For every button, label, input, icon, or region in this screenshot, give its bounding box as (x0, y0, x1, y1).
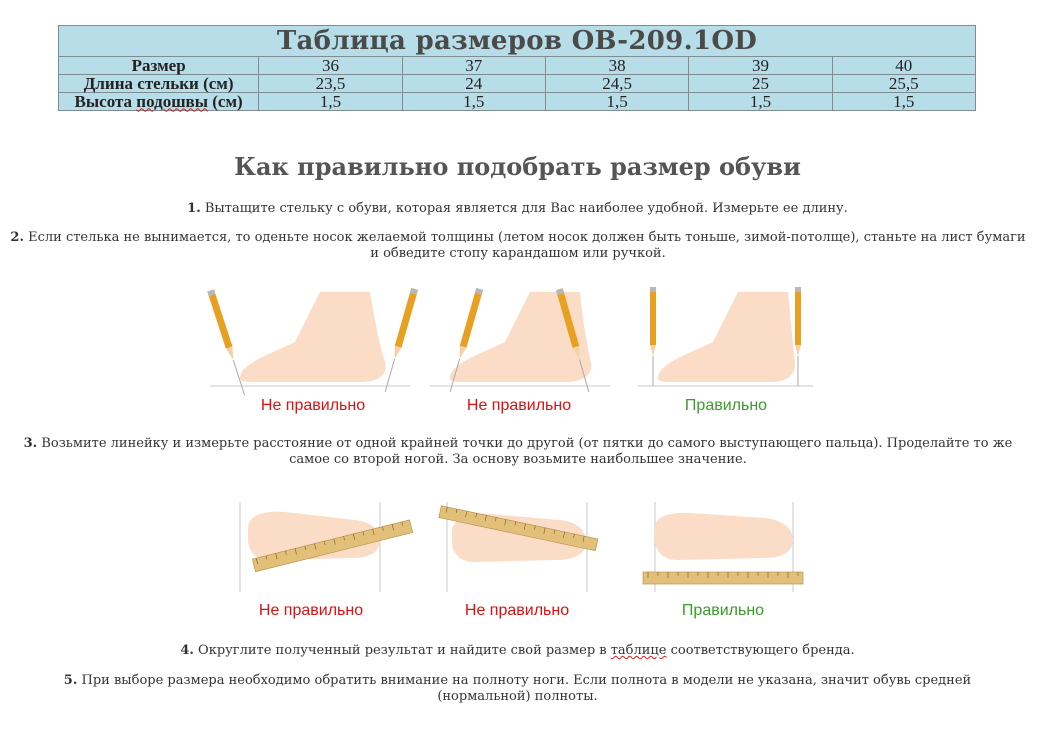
sole-height-cell: 1,5 (259, 93, 402, 111)
caption-wrong-ruler-2: Не правильно (464, 602, 570, 619)
step-1-number: 1. (187, 201, 201, 216)
step-3-number: 3. (23, 436, 38, 451)
caption-right-ruler: Правильно (681, 602, 765, 619)
insole-length-label: Длина стельки (см) (59, 75, 259, 93)
step-1-text: Вытащите стельку с обуви, которая является для Вас наиболее удобной. Измерьте ее длину. (200, 201, 848, 216)
insole-length-cell: 24 (402, 75, 545, 93)
size-header-label: Размер (59, 57, 259, 75)
size-cell: 38 (545, 57, 688, 75)
sole-height-row (59, 93, 976, 111)
size-cell: 40 (832, 57, 975, 75)
sole-height-label-spellcheck: подошвы (136, 91, 209, 111)
step-2 (8, 230, 1028, 262)
step-4-spellcheck-word: таблице (610, 643, 667, 658)
sole-height-label (59, 93, 259, 111)
insole-length-cell: 23,5 (259, 75, 402, 93)
tracing-illustration-wrong-2 (425, 282, 615, 392)
step-1 (0, 201, 1035, 217)
size-cell: 36 (259, 57, 402, 75)
caption-right-tracing: Правильно (684, 397, 768, 414)
step-3 (8, 436, 1028, 468)
sole-height-cell: 1,5 (832, 93, 975, 111)
step-5 (30, 673, 1005, 705)
step-4-text: Округлите полученный результат и найдите свой размер в (193, 643, 611, 658)
step-2-number: 2. (10, 230, 24, 245)
step-5-number: 5. (63, 673, 78, 688)
insole-length-cell: 25,5 (832, 75, 975, 93)
tracing-illustration-right (633, 282, 818, 392)
size-table (58, 25, 976, 111)
insole-length-row (59, 75, 976, 93)
size-cell: 37 (402, 57, 545, 75)
size-row (59, 57, 976, 75)
ruler-illustration-wrong-2 (432, 500, 602, 595)
step-3-text: Возьмите линейку и измерьте расстояние от одной крайней точки до другой (от пятки до самого выступающего пальца). Проделайте то же самое со второй ногой. За основу возьмите наибольшее значение. (37, 436, 1013, 467)
caption-wrong-tracing-1: Не правильно (260, 397, 366, 414)
caption-wrong-ruler-1: Не правильно (258, 602, 364, 619)
caption-wrong-tracing-2: Не правильно (466, 397, 572, 414)
size-cell: 39 (689, 57, 832, 75)
sole-height-cell: 1,5 (545, 93, 688, 111)
step-4 (0, 643, 1035, 659)
step-4-text-tail: соответствующего бренда. (666, 643, 855, 658)
sole-height-label-tail: (см) (208, 91, 243, 111)
ruler-illustration-wrong-1 (230, 500, 425, 595)
guide-heading: Как правильно подобрать размер обуви (234, 152, 801, 181)
sole-height-cell: 1,5 (402, 93, 545, 111)
insole-length-cell: 25 (689, 75, 832, 93)
sole-height-cell: 1,5 (689, 93, 832, 111)
size-table-title: Таблица размеров OB-209.1OD (59, 26, 976, 57)
sole-height-label-part: Высота (74, 91, 137, 111)
ruler-illustration-right (640, 500, 810, 595)
step-5-text: При выборе размера необходимо обратить внимание на полноту ноги. Если полнота в модели не указана, значит обувь средней (нормальной) полноты. (77, 673, 972, 704)
step-2-text: Если стелька не вынимается, то оденьте носок желаемой толщины (летом носок должен быть тоньше, зимой-потолще), станьте на лист бумаги и обведите стопу карандашом или ручкой. (24, 230, 1026, 261)
step-4-number: 4. (180, 643, 194, 658)
tracing-illustration-wrong-1 (200, 282, 420, 392)
insole-length-cell: 24,5 (545, 75, 688, 93)
